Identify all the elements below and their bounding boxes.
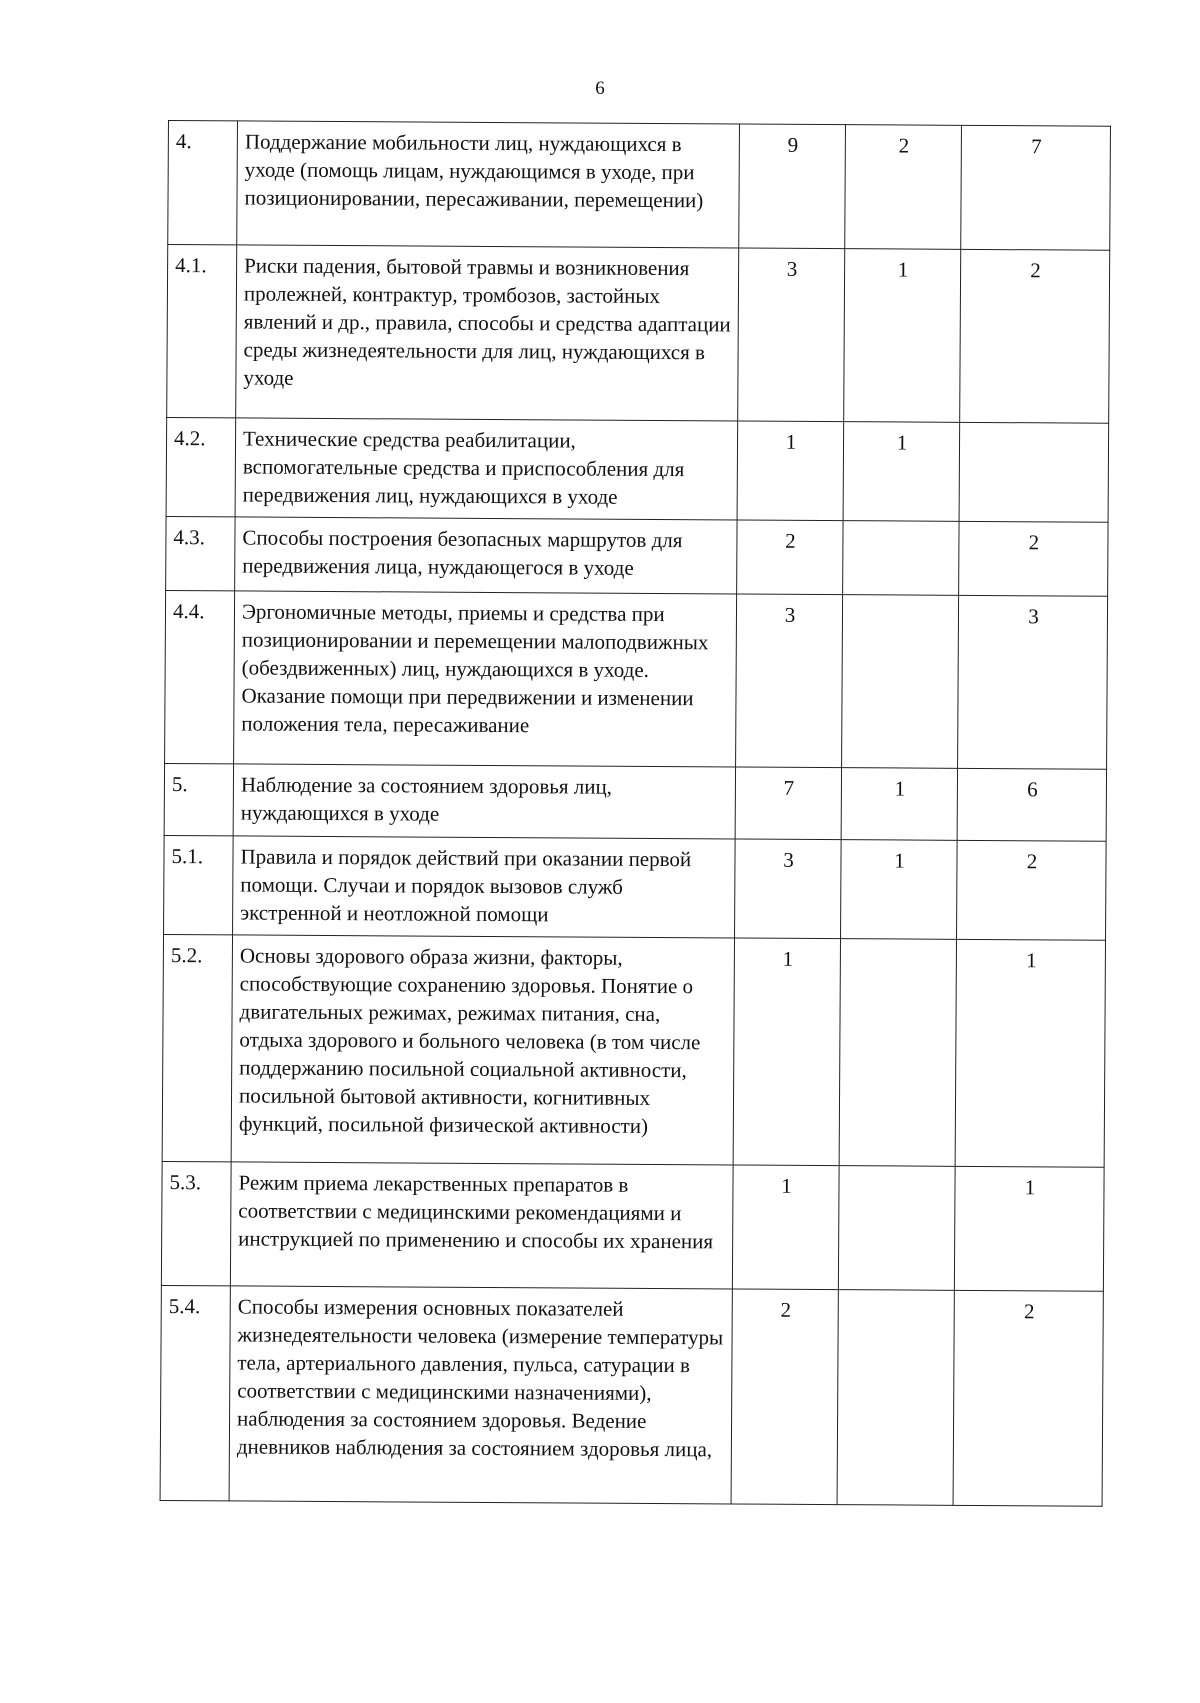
curriculum-table: [160, 120, 1111, 1507]
row-number: 5.1.: [164, 835, 234, 934]
row-number: 4.2.: [166, 417, 236, 516]
row-hours-theory: [838, 1166, 955, 1291]
row-number: 5.4.: [160, 1285, 230, 1500]
row-hours-practice: 3: [958, 595, 1108, 769]
row-topic: Правила и порядок действий при оказании первой помощи. Случаи и порядок вызовов служб экстренной и неотложной помощи: [233, 836, 736, 938]
row-hours-practice: 7: [961, 125, 1111, 250]
row-hours-theory: 1: [841, 840, 958, 940]
row-hours-theory: 1: [841, 768, 957, 841]
row-topic: Режим приема лекарственных препаратов в соответствии с медицинскими рекомендациями и инструкцией по применению и способы их хранения: [230, 1162, 733, 1289]
row-hours-theory: [843, 521, 959, 596]
row-hours-total: 3: [738, 248, 845, 422]
row-hours-theory: [842, 595, 959, 769]
row-hours-total: 2: [731, 1289, 838, 1505]
row-number: 5.: [164, 763, 233, 835]
row-hours-total: 1: [733, 938, 840, 1166]
page-number: 6: [595, 78, 605, 99]
row-topic: Риски падения, бытовой травмы и возникновения пролежней, контрактур, тромбозов, застойных явлений и др., правила, способы и средства адаптации среды жизнедеятельности для лиц, нуждающихся в уходе: [236, 245, 739, 421]
row-hours-theory: 1: [843, 422, 960, 522]
row-hours-practice: [959, 422, 1109, 522]
table-row: [166, 417, 1109, 522]
row-hours-total: 3: [736, 594, 843, 768]
row-hours-total: 1: [732, 1165, 839, 1290]
row-topic: Технические средства реабилитации, вспомогательные средства и приспособления для передвижения лиц, нуждающихся в уходе: [235, 418, 738, 520]
row-topic: Эргономичные методы, приемы и средства при позиционировании и перемещении малоподвижных (обездвиженных) лиц, нуждающихся в уходе. Оказание помощи при передвижении и изменении положения тела, пересаживание: [234, 591, 737, 767]
row-hours-theory: 1: [844, 249, 961, 423]
row-hours-theory: 2: [845, 125, 962, 250]
row-number: 5.3.: [161, 1161, 231, 1285]
row-hours-total: 7: [735, 767, 841, 840]
row-number: 5.2.: [162, 934, 232, 1161]
table-row: [165, 590, 1108, 769]
table-row: [164, 835, 1107, 940]
row-topic: Наблюдение за состоянием здоровья лиц, нуждающихся в уходе: [233, 764, 735, 839]
table-row: [161, 1161, 1104, 1291]
table-row: [160, 1285, 1103, 1506]
row-hours-total: 2: [737, 520, 843, 595]
row-number: 4.: [168, 121, 238, 245]
row-hours-practice: 2: [953, 1290, 1103, 1506]
row-hours-practice: 1: [955, 939, 1105, 1167]
row-topic: Способы построения безопасных маршрутов для передвижения лица, нуждающегося в уходе: [235, 517, 737, 594]
row-topic: Основы здорового образа жизни, факторы, способствующие сохранению здоровья. Понятие о двигательных режимах, режимах питания, сна, отдыха здорового и больного человека (в том числе поддержанию посильной социальной активности, посильной бытовой активности, когнитивных функций, посильной физической активности): [231, 935, 734, 1165]
table-row: [166, 516, 1108, 596]
row-hours-total: 9: [739, 124, 846, 249]
row-hours-practice: 2: [957, 840, 1107, 940]
row-hours-practice: 2: [960, 249, 1110, 423]
row-hours-total: 3: [735, 839, 842, 939]
table-row: [162, 934, 1105, 1167]
table-row: [164, 763, 1106, 841]
row-hours-practice: 6: [957, 768, 1106, 841]
row-hours-theory: [837, 1290, 954, 1506]
row-hours-practice: 2: [959, 521, 1108, 596]
table-row: [168, 121, 1111, 251]
row-hours-practice: 1: [954, 1166, 1104, 1291]
row-topic: Способы измерения основных показателей жизнедеятельности человека (измерение температуры тела, артериального давления, пульса, сатурации в соответствии с медицинскими назначениями), наблюдения за состоянием здоровья. Ведение дневников наблюдения за состоянием здоровья лица,: [229, 1286, 732, 1504]
row-number: 4.3.: [166, 516, 235, 590]
row-hours-theory: [839, 939, 956, 1167]
row-hours-total: 1: [737, 421, 844, 521]
row-number: 4.4.: [165, 590, 235, 763]
row-number: 4.1.: [167, 245, 237, 418]
table-row: [167, 245, 1110, 424]
row-topic: Поддержание мобильности лиц, нуждающихся в уходе (помощь лицам, нуждающимся в уходе, при позиционировании, пересаживании, перемещении): [237, 121, 740, 248]
